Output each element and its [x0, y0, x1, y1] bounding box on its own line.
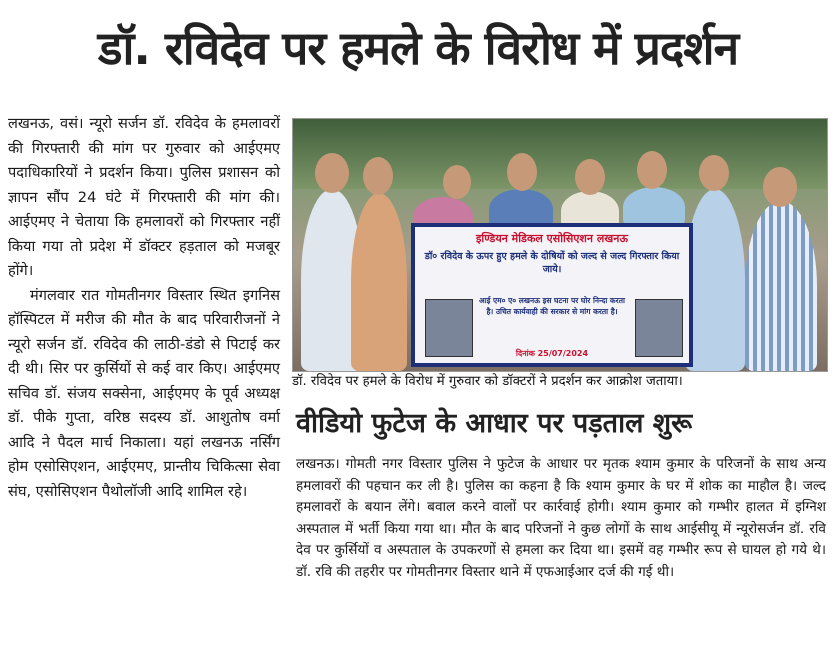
banner-text: डॉ० रविदेव के ऊपर हुए हमले के दोषियों को जल्द से जल्द गिरफ्तार किया जाये। [424, 251, 680, 275]
person-head [699, 155, 729, 191]
person-figure [745, 201, 817, 371]
person-head [363, 157, 393, 195]
left-paragraph-1: लखनऊ, वसं। न्यूरो सर्जन डॉ. रविदेव के हमलावरों की गिरफ्तारी की मांग पर गुरुवार को आईएमए पदाधिकारियों ने प्रदर्शन किया। पुलिस प्रशासन को ज्ञापन सौंप 24 घंटे में गिरफ्तारी की मांग की। आईएमए ने चेताया कि हमलावरों को गिरफ्तार नहीं किया गया तो प्रदेश में डॉक्टर हड़ताल को मजबूर होंगे। [8, 115, 280, 279]
person-head [315, 153, 349, 193]
person-head [763, 167, 797, 207]
left-paragraph-2: मंगलवार रात गोमतीनगर विस्तार स्थित इगनिस हॉस्पिटल में मरीज की मौत के बाद परिवारीजनों ने न्यूरो सर्जन डॉ. रविदेव की लाठी-डंडो से पिटाई कर दी थी। सिर पर कुर्सियों से कई वार किए। आईएमए सचिव डॉ. संजय सक्सेना, आईएमए के पूर्व अध्यक्ष डॉ. पीके गुप्ता, वरिष्ठ सदस्य डॉ. आशुतोष वर्मा आदि ने पैदल मार्च निकाला। यहां लखनऊ नर्सिंग होम एसोसिएशन, आईएमए, प्रान्तीय चिकित्सा सेवा संघ, एसोसिएशन पैथोलॉजी आदि शामिल रहे। [8, 286, 280, 500]
person-head [443, 165, 471, 199]
banner-date: दिनांक 25/07/2024 [515, 349, 589, 358]
protest-photo [292, 118, 828, 372]
protest-banner [411, 223, 693, 367]
person-head [637, 151, 667, 189]
right-paragraph: लखनऊ। गोमती नगर विस्तार पुलिस ने फुटेज के आधार पर मृतक श्याम कुमार के परिजनों के साथ अन्य हमलावरों की पहचान कर ली है। पुलिस का कहना है कि श्याम कुमार के घर में शोक का माहौल है। जल्द हमलावरों के बयान लेंगे। बवाल करने वालों पर कार्रवाई होगी। श्याम कुमार को गम्भीर हालत में इग्निश अस्पताल में भर्ती किया गया था। मौत के बाद परिजनों ने कुछ लोगों के साथ आईसीयू में न्यूरोसर्जन डॉ. रवि देव पर कुर्सियों व अस्पताल के उपकरणों से हमला कर दिया था। इसमें वह गम्भीर रूप से घायल हो गये थे। डॉ. रवि की तहरीर पर गोमतीनगर विस्तार थाने में एफआईआर दर्ज की गई थी। [296, 456, 826, 580]
person-figure [351, 193, 407, 371]
person-figure [685, 189, 745, 371]
person-figure [623, 187, 685, 227]
person-head [507, 153, 537, 191]
banner-title: इण्डियन मेडिकल एसोसिएशन लखनऊ [475, 232, 629, 245]
person-head [575, 159, 605, 195]
photo-caption: डॉ. रविदेव पर हमले के विरोध में गुरुवार को डॉक्टरों ने प्रदर्शन कर आक्रोश जताया। [292, 374, 683, 389]
right-column [296, 454, 826, 584]
subheadline: वीडियो फुटेज के आधार पर पड़ताल शुरू [296, 408, 693, 439]
left-column [8, 112, 280, 504]
banner-note: आई एम० ए० लखनऊ इस घटना पर घोर निन्दा करता है। उचित कार्यवाही की सरकार से मांग करता है। [479, 296, 625, 316]
headline: डॉ. रविदेव पर हमले के विरोध में प्रदर्शन [97, 21, 739, 75]
